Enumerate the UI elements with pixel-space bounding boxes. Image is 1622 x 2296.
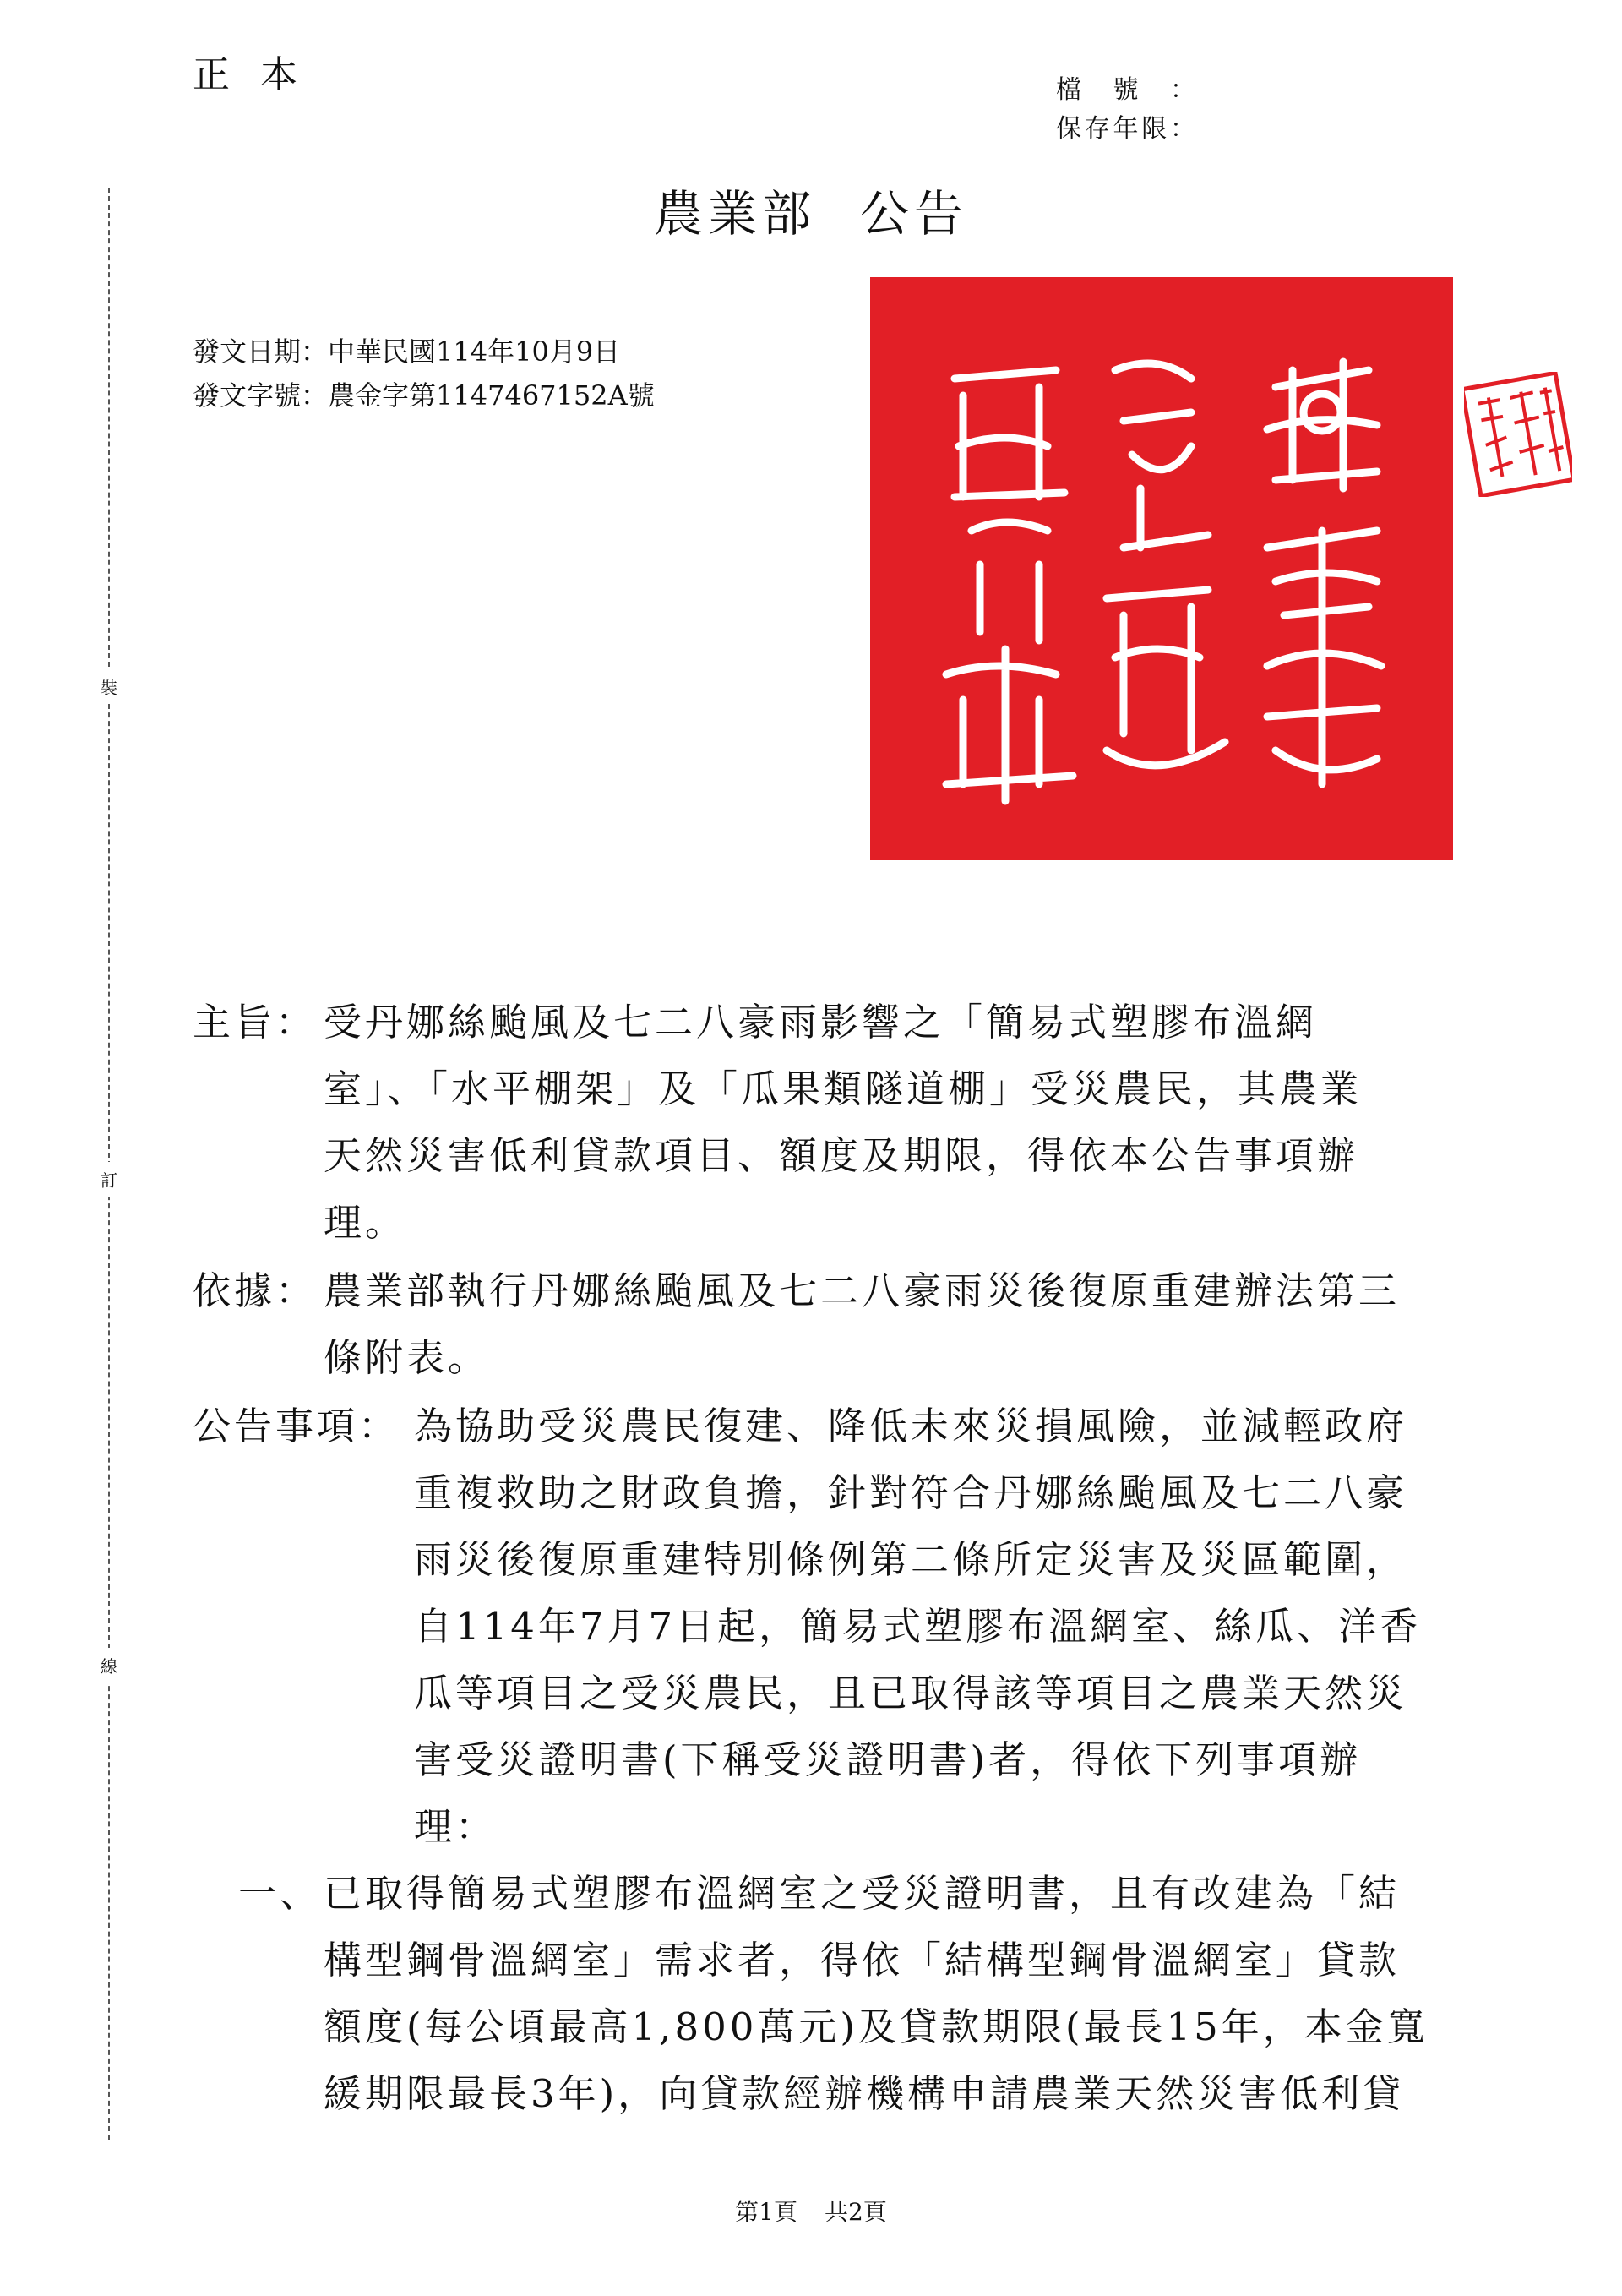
copy-label: 正本 (193, 53, 328, 96)
item1-text (324, 1860, 1429, 2127)
file-no-label: 檔號： (1056, 75, 1195, 105)
notice-line: 雨災後復原重建特別條例第二條所定災害及災區範圍， (414, 1537, 1408, 1582)
page-number: 第1頁 (735, 2198, 797, 2226)
notice-line: 瓜等項目之受災農民，且已取得該等項目之農業天然災 (414, 1671, 1408, 1715)
official-seal-glyphs (870, 277, 1453, 860)
notice-label: 公告事項： (193, 1404, 400, 1448)
notice-line: 自114年7月7日起，簡易式塑膠布溫網室、絲瓜、洋香 (414, 1604, 1422, 1649)
basis-line: 農業部執行丹娜絲颱風及七二八豪雨災後復原重建辦法第三 (324, 1268, 1401, 1313)
title-doc-type: 公告 (860, 185, 969, 243)
page-footer (0, 2194, 1622, 2228)
title-agency: 農業部 (653, 185, 816, 243)
notice-line: 重複救助之財政負擔，針對符合丹娜絲颱風及七二八豪 (414, 1470, 1408, 1515)
subject-line: 天然災害低利貸款項目、額度及期限，得依本公告事項辦 (324, 1133, 1359, 1178)
issue-info (193, 330, 655, 417)
notice-line: 理： (414, 1804, 498, 1849)
item1-line: 已取得簡易式塑膠布溫網室之受災證明書，且有改建為「結 (324, 1871, 1401, 1916)
issue-number-value: 農金字第1147467152A號 (328, 379, 655, 412)
subject-text (324, 989, 1362, 1256)
subject-label: 主旨： (193, 1000, 318, 1044)
subject-line: 室」、「水平棚架」及「瓜果類隧道棚」受災農民，其農業 (324, 1066, 1363, 1111)
binding-mark-staple: 訂 (98, 1162, 120, 1197)
item1-line: 緩期限最長3年)，向貸款經辦機構申請農業天然災害低利貸 (324, 2071, 1405, 2116)
official-seal (870, 277, 1453, 860)
basis-label: 依據： (193, 1268, 318, 1313)
issue-date-label: 發文日期： (193, 335, 329, 368)
retention-label: 保存年限： (1056, 114, 1195, 144)
subject-line: 受丹娜絲颱風及七二八豪雨影響之「簡易式塑膠布溫網 (324, 1000, 1318, 1044)
issue-number-label: 發文字號： (193, 379, 329, 412)
item1-label: 一、 (238, 1871, 322, 1916)
notice-line: 害受災證明書(下稱受災證明書)者，得依下列事項辦 (414, 1737, 1362, 1782)
issue-date-value: 中華民國114年10月9日 (328, 335, 621, 368)
basis-text (324, 1257, 1400, 1391)
binding-mark-line: 線 (98, 1648, 120, 1682)
minister-seal (1464, 372, 1572, 497)
notice-line: 為協助受災農民復建、降低未來災損風險，並減輕政府 (414, 1404, 1408, 1448)
file-meta (1056, 71, 1195, 149)
item1-line: 額度(每公頃最高1,800萬元)及貸款期限(最長15年，本金寬 (324, 2004, 1429, 2049)
minister-seal-glyphs (1464, 372, 1572, 497)
basis-line: 條附表。 (324, 1335, 490, 1380)
subject-line: 理。 (324, 1200, 407, 1245)
notice-text (414, 1393, 1421, 1860)
item1-line: 構型鋼骨溫網室」需求者，得依「結構型鋼骨溫網室」貸款 (324, 1938, 1401, 1982)
page-total: 共2頁 (825, 2198, 887, 2226)
page-title (0, 174, 1622, 245)
binding-mark-bind: 裝 (98, 669, 120, 704)
